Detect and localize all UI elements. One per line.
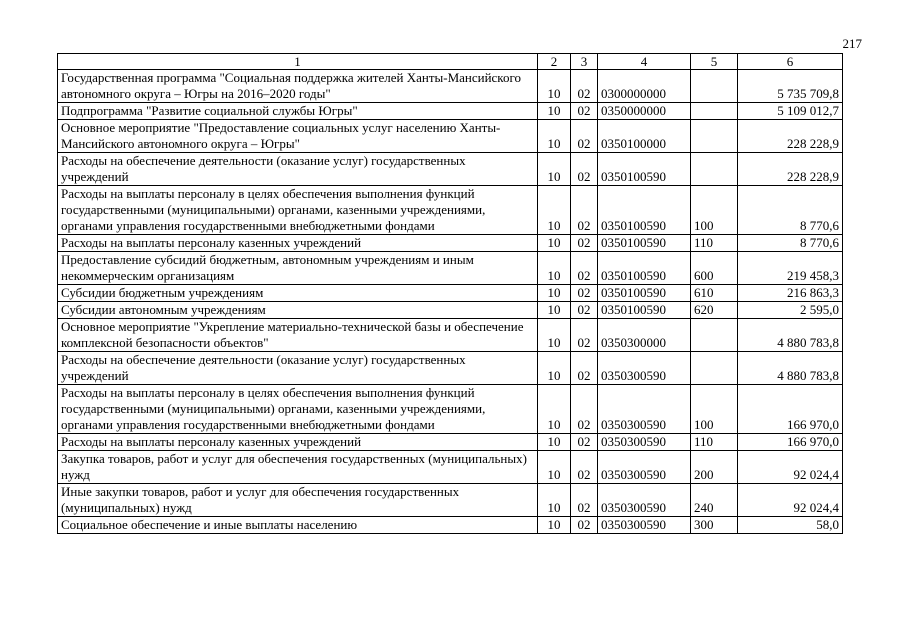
expense-name: Основное мероприятие "Предоставление социальных услуг населению Ханты-Мансийского автономного округа – Югры" bbox=[58, 120, 538, 153]
expense-type-code bbox=[691, 120, 738, 153]
table-row bbox=[58, 235, 843, 252]
expense-name: Расходы на выплаты персоналу в целях обеспечения выполнения функций государственными (муниципальными) органами, казенными учреждениями, органами управления государственными внебюджетными фондами bbox=[58, 186, 538, 235]
amount: 228 228,9 bbox=[738, 120, 843, 153]
subsection-code: 02 bbox=[571, 352, 598, 385]
target-article-code: 0350300000 bbox=[598, 319, 691, 352]
section-code: 10 bbox=[538, 451, 571, 484]
expense-type-code: 240 bbox=[691, 484, 738, 517]
expense-type-code: 200 bbox=[691, 451, 738, 484]
table-row bbox=[58, 120, 843, 153]
expense-name: Расходы на выплаты персоналу в целях обеспечения выполнения функций государственными (муниципальными) органами, казенными учреждениями, органами управления государственными внебюджетными фондами bbox=[58, 385, 538, 434]
subsection-code: 02 bbox=[571, 434, 598, 451]
section-code: 10 bbox=[538, 434, 571, 451]
expense-name: Расходы на обеспечение деятельности (оказание услуг) государственных учреждений bbox=[58, 352, 538, 385]
amount: 5 109 012,7 bbox=[738, 103, 843, 120]
amount: 228 228,9 bbox=[738, 153, 843, 186]
target-article-code: 0300000000 bbox=[598, 70, 691, 103]
subsection-code: 02 bbox=[571, 285, 598, 302]
amount: 8 770,6 bbox=[738, 235, 843, 252]
column-header: 2 bbox=[538, 54, 571, 70]
section-code: 10 bbox=[538, 103, 571, 120]
target-article-code: 0350100590 bbox=[598, 235, 691, 252]
table-row bbox=[58, 451, 843, 484]
section-code: 10 bbox=[538, 302, 571, 319]
target-article-code: 0350000000 bbox=[598, 103, 691, 120]
subsection-code: 02 bbox=[571, 153, 598, 186]
expense-name: Субсидии автономным учреждениям bbox=[58, 302, 538, 319]
subsection-code: 02 bbox=[571, 302, 598, 319]
expense-name: Государственная программа "Социальная поддержка жителей Ханты-Мансийского автономного округа – Югры на 2016–2020 годы" bbox=[58, 70, 538, 103]
expense-type-code bbox=[691, 103, 738, 120]
amount: 2 595,0 bbox=[738, 302, 843, 319]
expense-name: Субсидии бюджетным учреждениям bbox=[58, 285, 538, 302]
target-article-code: 0350300590 bbox=[598, 517, 691, 534]
section-code: 10 bbox=[538, 153, 571, 186]
expense-name: Расходы на обеспечение деятельности (оказание услуг) государственных учреждений bbox=[58, 153, 538, 186]
table-row bbox=[58, 186, 843, 235]
table-row bbox=[58, 103, 843, 120]
column-header: 1 bbox=[58, 54, 538, 70]
table-row bbox=[58, 252, 843, 285]
expense-type-code bbox=[691, 319, 738, 352]
target-article-code: 0350300590 bbox=[598, 385, 691, 434]
target-article-code: 0350100000 bbox=[598, 120, 691, 153]
subsection-code: 02 bbox=[571, 385, 598, 434]
table-row bbox=[58, 434, 843, 451]
amount: 216 863,3 bbox=[738, 285, 843, 302]
expense-name: Иные закупки товаров, работ и услуг для обеспечения государственных (муниципальных) нужд bbox=[58, 484, 538, 517]
column-header: 6 bbox=[738, 54, 843, 70]
amount: 8 770,6 bbox=[738, 186, 843, 235]
amount: 4 880 783,8 bbox=[738, 319, 843, 352]
table-row bbox=[58, 319, 843, 352]
table-row bbox=[58, 385, 843, 434]
section-code: 10 bbox=[538, 285, 571, 302]
subsection-code: 02 bbox=[571, 70, 598, 103]
table-row bbox=[58, 153, 843, 186]
table-row bbox=[58, 70, 843, 103]
column-header: 5 bbox=[691, 54, 738, 70]
subsection-code: 02 bbox=[571, 235, 598, 252]
section-code: 10 bbox=[538, 235, 571, 252]
target-article-code: 0350100590 bbox=[598, 252, 691, 285]
section-code: 10 bbox=[538, 70, 571, 103]
expense-type-code: 110 bbox=[691, 434, 738, 451]
table-row bbox=[58, 285, 843, 302]
section-code: 10 bbox=[538, 120, 571, 153]
column-header: 4 bbox=[598, 54, 691, 70]
section-code: 10 bbox=[538, 484, 571, 517]
amount: 219 458,3 bbox=[738, 252, 843, 285]
column-header: 3 bbox=[571, 54, 598, 70]
expense-type-code: 100 bbox=[691, 186, 738, 235]
table-row bbox=[58, 517, 843, 534]
budget-table bbox=[57, 53, 843, 534]
amount: 92 024,4 bbox=[738, 451, 843, 484]
expense-name: Социальное обеспечение и иные выплаты населению bbox=[58, 517, 538, 534]
section-code: 10 bbox=[538, 252, 571, 285]
expense-name: Подпрограмма "Развитие социальной службы Югры" bbox=[58, 103, 538, 120]
header-row bbox=[58, 54, 843, 70]
amount: 166 970,0 bbox=[738, 434, 843, 451]
target-article-code: 0350100590 bbox=[598, 302, 691, 319]
expense-type-code: 600 bbox=[691, 252, 738, 285]
amount: 166 970,0 bbox=[738, 385, 843, 434]
target-article-code: 0350300590 bbox=[598, 352, 691, 385]
expense-name: Предоставление субсидий бюджетным, автономным учреждениям и иным некоммерческим организациям bbox=[58, 252, 538, 285]
target-article-code: 0350300590 bbox=[598, 484, 691, 517]
expense-type-code bbox=[691, 153, 738, 186]
expense-name: Расходы на выплаты персоналу казенных учреждений bbox=[58, 434, 538, 451]
expense-type-code bbox=[691, 70, 738, 103]
subsection-code: 02 bbox=[571, 451, 598, 484]
section-code: 10 bbox=[538, 186, 571, 235]
subsection-code: 02 bbox=[571, 484, 598, 517]
expense-type-code: 300 bbox=[691, 517, 738, 534]
amount: 92 024,4 bbox=[738, 484, 843, 517]
table-row bbox=[58, 302, 843, 319]
section-code: 10 bbox=[538, 319, 571, 352]
expense-type-code: 620 bbox=[691, 302, 738, 319]
table-row bbox=[58, 484, 843, 517]
target-article-code: 0350300590 bbox=[598, 434, 691, 451]
target-article-code: 0350300590 bbox=[598, 451, 691, 484]
target-article-code: 0350100590 bbox=[598, 186, 691, 235]
expense-type-code: 100 bbox=[691, 385, 738, 434]
expense-type-code bbox=[691, 352, 738, 385]
amount: 4 880 783,8 bbox=[738, 352, 843, 385]
amount: 58,0 bbox=[738, 517, 843, 534]
subsection-code: 02 bbox=[571, 319, 598, 352]
section-code: 10 bbox=[538, 385, 571, 434]
section-code: 10 bbox=[538, 517, 571, 534]
target-article-code: 0350100590 bbox=[598, 285, 691, 302]
subsection-code: 02 bbox=[571, 103, 598, 120]
expense-name: Закупка товаров, работ и услуг для обеспечения государственных (муниципальных) нужд bbox=[58, 451, 538, 484]
subsection-code: 02 bbox=[571, 186, 598, 235]
section-code: 10 bbox=[538, 352, 571, 385]
amount: 5 735 709,8 bbox=[738, 70, 843, 103]
expense-type-code: 610 bbox=[691, 285, 738, 302]
subsection-code: 02 bbox=[571, 252, 598, 285]
page-number: 217 bbox=[842, 36, 862, 51]
subsection-code: 02 bbox=[571, 517, 598, 534]
expense-type-code: 110 bbox=[691, 235, 738, 252]
target-article-code: 0350100590 bbox=[598, 153, 691, 186]
expense-name: Расходы на выплаты персоналу казенных учреждений bbox=[58, 235, 538, 252]
subsection-code: 02 bbox=[571, 120, 598, 153]
expense-name: Основное мероприятие "Укрепление материально-технической базы и обеспечение комплексной безопасности объектов" bbox=[58, 319, 538, 352]
table-row bbox=[58, 352, 843, 385]
